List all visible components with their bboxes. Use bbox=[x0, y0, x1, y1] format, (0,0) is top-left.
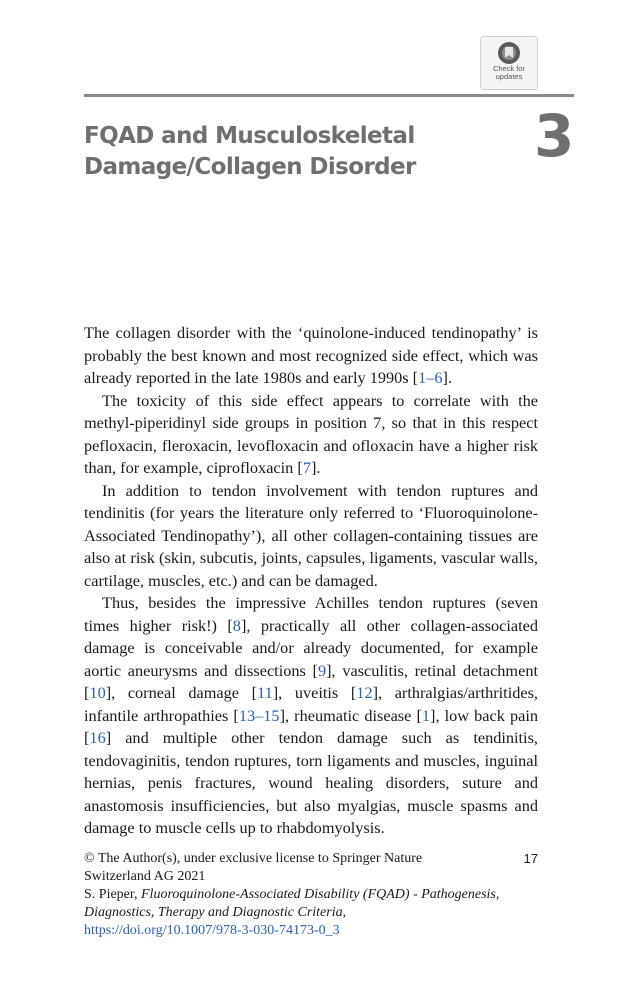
text-segment: In addition to tendon involvement with tendon ruptures and tendinitis (for years the literature only referred to ‘Fluoroquinolone-Associated Tendinopathy’), all other collagen-containing tissues are also at risk (skin, subcutis, joints, capsules, ligaments, vascular walls, cartilage, muscles, etc.) and can be damaged. bbox=[84, 480, 538, 590]
citation-link[interactable]: 1–6 bbox=[418, 368, 443, 387]
text-segment: ] and multiple other tendon damage such as tendinitis, tendovaginitis, tendon ruptures, torn ligaments and muscles, inguinal hernias, penis fractures, wound healing disorders, suture and anastomosis insufficiencies, but also myalgias, muscle spasms and damage to muscle cells up to rhabdomyolysis. bbox=[84, 728, 538, 837]
publisher-line: Switzerland AG 2021 bbox=[84, 869, 206, 884]
citation-link[interactable]: 7 bbox=[302, 458, 311, 477]
citation-link[interactable]: 11 bbox=[257, 683, 273, 702]
text-segment: ]. bbox=[310, 458, 321, 477]
paragraph-3 bbox=[84, 480, 538, 593]
text-segment: ], corneal damage [ bbox=[105, 683, 258, 702]
text-segment: ], vasculitis, retinal detachment [ bbox=[84, 660, 538, 702]
bookmark-icon bbox=[496, 41, 522, 65]
paragraph-4 bbox=[84, 592, 538, 840]
citation-link[interactable]: 10 bbox=[89, 683, 106, 702]
paragraph-1 bbox=[84, 322, 538, 390]
badge-text bbox=[493, 65, 525, 81]
text-segment: Thus, besides the impressive Achilles tendon ruptures (seven times higher risk!) [ bbox=[84, 593, 538, 635]
citation-link[interactable]: 16 bbox=[89, 728, 106, 747]
book-title: Fluoroquinolone-Associated Disability (FQAD) - Pathogenesis, Diagnostics, Therapy and Diagnostic Criteria bbox=[84, 887, 500, 920]
chapter-title-line1: FQAD and Musculoskeletal bbox=[84, 123, 415, 149]
text-segment: The toxicity of this side effect appears to correlate with the methyl-piperidinyl side groups in position 7, so that in this respect pefloxacin, fleroxacin, levofloxacin and ofloxacin have a higher risk than, for example, ciprofloxacin [ bbox=[84, 390, 538, 477]
text-segment: ], uveitis [ bbox=[272, 683, 357, 702]
text-segment: ], arthralgias/arthritides, infantile arthropathies [ bbox=[84, 683, 539, 725]
text-segment: ], low back pain [ bbox=[84, 705, 539, 747]
text-segment: ], rheumatic disease [ bbox=[279, 705, 422, 725]
text-segment: ]. bbox=[442, 368, 453, 387]
doi-link[interactable]: https://doi.org/10.1007/978-3-030-74173-0_3 bbox=[84, 923, 340, 938]
chapter-number: 3 bbox=[534, 102, 575, 170]
footer-line1 bbox=[84, 850, 538, 868]
chapter-title-line2: Damage/Collagen Disorder bbox=[84, 154, 416, 180]
check-for-updates-badge[interactable] bbox=[480, 36, 538, 90]
paragraph-2 bbox=[84, 390, 538, 480]
chapter-title bbox=[84, 121, 504, 183]
citation-link[interactable]: 9 bbox=[317, 660, 327, 680]
header-rule bbox=[84, 94, 574, 97]
author-name: S. Pieper, bbox=[84, 887, 141, 902]
text-segment: ], practically all other collagen-associated damage is conceivable and/or already documented, for example aortic aneurysms and dissections [ bbox=[84, 615, 538, 680]
citation-link[interactable]: 12 bbox=[356, 683, 373, 702]
badge-line1: Check for bbox=[492, 64, 526, 73]
text-segment: , bbox=[342, 905, 347, 920]
body-text bbox=[84, 322, 538, 840]
badge-line2: updates bbox=[495, 72, 523, 81]
citation-link[interactable]: 1 bbox=[421, 705, 431, 725]
citation-line bbox=[84, 886, 538, 922]
citation-link[interactable]: 8 bbox=[232, 615, 241, 635]
footer bbox=[84, 850, 538, 940]
page-number: 17 bbox=[523, 851, 538, 866]
citation-link[interactable]: 13–15 bbox=[238, 705, 280, 725]
copyright-text: © The Author(s), under exclusive license to Springer Nature bbox=[84, 851, 423, 866]
text-segment: The collagen disorder with the ‘quinolone-induced tendinopathy’ is probably the best known and most recognized side effect, which was already reported in the late 1980s and early 1990s [ bbox=[84, 323, 538, 387]
